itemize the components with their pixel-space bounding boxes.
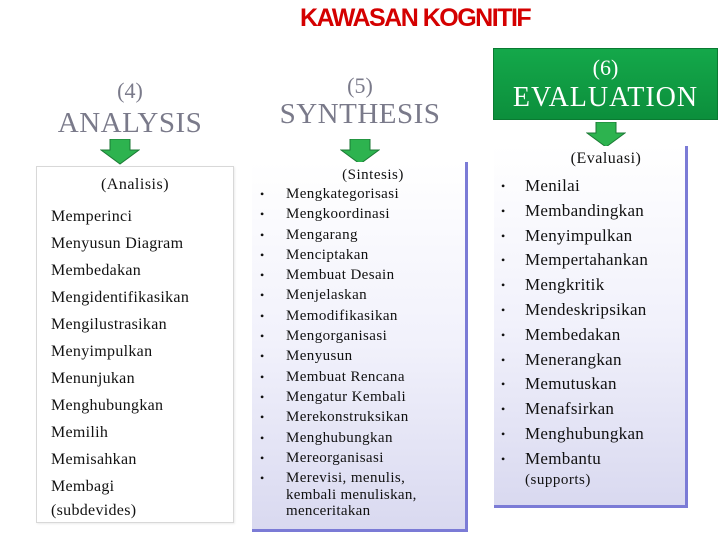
bullet-icon: • [260,308,265,323]
bullet-icon: • [501,402,506,417]
bullet-icon: • [501,302,506,317]
evaluation-level-number: (6) [592,55,619,80]
list-item: • Menyusun [260,346,409,366]
evaluation-subtitle: (Evaluasi) [570,150,642,167]
list-item: • Menyimpulkan [501,224,648,249]
bullet-icon: • [260,268,265,283]
bullet-icon: • [260,288,265,303]
synthesis-level-name: SYNTHESIS [279,98,441,130]
evaluation-box [494,146,688,508]
list-item: Menunjukan [51,370,135,387]
list-item: Memisahkan [51,451,137,468]
bullet-icon: • [260,187,265,201]
analysis-subtitle: (Analisis) [100,176,170,193]
synthesis-continuation: kembali menuliskan, menceritakan [286,487,417,519]
list-item: • Mengarang [260,225,409,245]
list-item: • Mengkoordinasi [260,204,409,224]
list-item: • Menilai [501,174,648,199]
bullet-icon: • [501,426,506,441]
evaluation-level-name: EVALUATION [512,82,699,113]
bullet-icon: • [260,471,265,486]
list-item: • Menafsirkan [501,397,648,422]
bullet-icon: • [501,278,506,293]
bullet-icon: • [501,179,506,193]
list-item: • Membuat Desain [260,265,409,285]
list-item: • Merevisi, menulis, [260,468,409,488]
list-item: • Mengkategorisasi [260,184,409,204]
bullet-icon: • [260,410,265,425]
synthesis-box [252,162,468,532]
list-item: • Memodifikasikan [260,306,409,326]
list-item: • Merekonstruksikan [260,407,409,427]
list-item: • Mempertahankan [501,248,648,273]
page-title: KAWASAN KOGNITIF [300,4,531,32]
bullet-icon: • [260,369,265,384]
list-item: Menghubungkan [51,397,164,414]
list-item: • Menghubungkan [260,428,409,448]
list-item: • Menerangkan [501,348,648,373]
list-item: • Membedakan [501,323,648,348]
bullet-icon: • [260,247,265,262]
synthesis-subtitle: (Sintesis) [342,167,404,183]
list-item: Memilih [51,424,109,441]
list-item: • Mereorganisasi [260,448,409,468]
bullet-icon: • [260,349,265,364]
bullet-icon: • [260,207,265,222]
synthesis-level-number: (5) [347,73,373,98]
bullet-icon: • [501,327,506,342]
bullet-icon: • [260,227,265,242]
list-item: • Mengorganisasi [260,326,409,346]
list-item: Mengilustrasikan [51,316,167,333]
green-down-arrow-icon [100,139,140,165]
list-item: • Memutuskan [501,372,648,397]
bullet-icon: • [501,228,506,243]
list-item: • Mengatur Kembali [260,387,409,407]
bullet-icon: • [501,377,506,392]
list-item: Memperinci [51,208,133,225]
list-item: • Menciptakan [260,245,409,265]
bullet-icon: • [260,329,265,344]
analysis-level-name: ANALYSIS [57,107,203,139]
bullet-icon: • [501,253,506,268]
evaluation-list [501,174,648,472]
analysis-level-number: (4) [117,78,143,103]
bullet-icon: • [501,451,506,466]
bullet-icon: • [260,450,265,465]
list-item: • Membuat Rencana [260,367,409,387]
list-item: • Mendeskripsikan [501,298,648,323]
list-item: Menyusun Diagram [51,235,184,252]
evaluation-continuation: (supports) [525,472,591,488]
list-item: (subdevides) [51,502,137,519]
list-item: • Menghubungkan [501,422,648,447]
list-item: Menyimpulkan [51,343,153,360]
bullet-icon: • [260,430,265,445]
list-item: Membagi [51,478,115,495]
evaluation-header [493,48,718,120]
list-item: Mengidentifikasikan [51,289,190,306]
analysis-list [51,203,189,522]
list-item: • Mengkritik [501,273,648,298]
list-item: • Menjelaskan [260,285,409,305]
list-item: • Membandingkan [501,199,648,224]
analysis-box [36,166,234,523]
bullet-icon: • [260,389,265,404]
list-item: • Membantu [501,447,648,472]
bullet-icon: • [501,352,506,367]
green-down-arrow-icon [586,122,626,148]
bullet-icon: • [501,203,506,218]
list-item: Membedakan [51,262,142,279]
synthesis-list [260,184,409,488]
